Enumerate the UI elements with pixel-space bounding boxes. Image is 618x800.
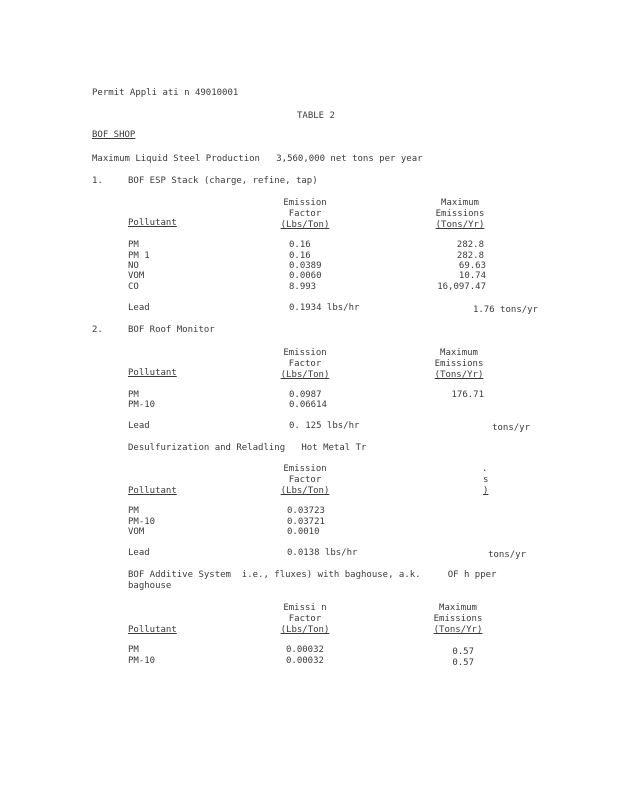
factor-header-3: (Lbs/Ton) xyxy=(280,486,330,496)
max-cell: 282.8 xyxy=(456,251,484,261)
pollutant-cell: VOM xyxy=(128,271,145,281)
factor-header-1: Emissi n xyxy=(283,603,327,613)
factor-cell: 0.0060 xyxy=(289,271,322,281)
factor-header-2: Factor xyxy=(288,359,322,369)
max-cell: 10.74 xyxy=(458,271,486,281)
max-header-2: Emissions xyxy=(434,359,484,369)
table-title: TABLE 2 xyxy=(297,111,335,121)
max-cell: 176.71 xyxy=(451,390,484,400)
lead-label: Lead xyxy=(128,548,150,558)
pollutant-cell: PM xyxy=(128,240,139,250)
factor-header-1: Emission xyxy=(283,348,327,358)
factor-cell: 0.16 xyxy=(289,240,311,250)
max-cell: 0.57 xyxy=(452,658,474,668)
lead-label: Lead xyxy=(128,421,150,431)
max-header-1: Maximum xyxy=(441,198,479,208)
factor-cell: 0.03721 xyxy=(287,517,325,527)
pollutant-header: Pollutant xyxy=(128,368,177,378)
max-cell: 69.63 xyxy=(458,261,486,271)
factor-header-2: Factor xyxy=(288,475,322,485)
pollutant-cell: PM xyxy=(128,506,139,516)
pollutant-cell: PM-10 xyxy=(128,517,156,527)
pollutant-cell: PM xyxy=(128,390,139,400)
max-header-1: Maximum xyxy=(439,603,477,613)
max-header-3: ) xyxy=(483,486,489,496)
factor-header-2: Factor xyxy=(288,614,322,624)
shop-heading: BOF SHOP xyxy=(92,130,136,140)
factor-header-2: Factor xyxy=(288,209,322,219)
lead-max: tons/yr xyxy=(488,550,526,560)
section-1-title: BOF ESP Stack (charge, refine, tap) xyxy=(128,176,318,186)
max-header-1: . xyxy=(482,464,488,474)
factor-cell: 0.00032 xyxy=(286,645,324,655)
max-cell: 0.57 xyxy=(452,647,474,657)
pollutant-cell: NO xyxy=(128,261,139,271)
factor-header-3: (Lbs/Ton) xyxy=(280,625,330,635)
lead-factor: 0.0138 lbs/hr xyxy=(287,548,358,558)
factor-header-3: (Lbs/Ton) xyxy=(280,370,330,380)
max-header-2: Emissions xyxy=(433,614,483,624)
max-header-3: (Tons/Yr) xyxy=(434,370,484,380)
factor-cell: 0.16 xyxy=(289,251,311,261)
pollutant-cell: PM-10 xyxy=(128,656,156,666)
max-header-3: (Tons/Yr) xyxy=(433,625,483,635)
pollutant-header: Pollutant xyxy=(128,218,177,228)
factor-cell: 8.993 xyxy=(289,282,317,292)
pollutant-header: Pollutant xyxy=(128,625,177,635)
section-4-title: BOF Additive System i.e., fluxes) with baghouse, a.k. OF h pper xyxy=(128,570,497,580)
max-header-1: Maximum xyxy=(440,348,478,358)
max-header-2: Emissions xyxy=(435,209,485,219)
lead-label: Lead xyxy=(128,303,150,313)
section-3-title: Desulfurization and Reladling Hot Metal Tr xyxy=(128,443,367,453)
lead-factor: 0.1934 lbs/hr xyxy=(289,303,360,313)
lead-max: tons/yr xyxy=(492,423,530,433)
lead-max: 1.76 tons/yr xyxy=(472,305,538,315)
production-line: Maximum Liquid Steel Production 3,560,000 net tons per year xyxy=(92,154,423,164)
section-2-title: BOF Roof Monitor xyxy=(128,325,215,335)
pollutant-cell: PM xyxy=(128,645,139,655)
max-cell: 282.8 xyxy=(456,240,484,250)
max-header-3: (Tons/Yr) xyxy=(435,220,485,230)
factor-cell: 0.06614 xyxy=(289,400,327,410)
pollutant-cell: PM 1 xyxy=(128,251,150,261)
factor-cell: 0.03723 xyxy=(287,506,325,516)
max-header-2: s xyxy=(483,475,489,485)
lead-factor: 0. 125 lbs/hr xyxy=(289,421,360,431)
pollutant-cell: PM-10 xyxy=(128,400,156,410)
factor-cell: 0.00032 xyxy=(286,656,324,666)
factor-header-1: Emission xyxy=(283,198,327,208)
factor-cell: 0.0389 xyxy=(289,261,322,271)
pollutant-cell: CO xyxy=(128,282,139,292)
pollutant-cell: VOM xyxy=(128,527,145,537)
factor-header-3: (Lbs/Ton) xyxy=(280,220,330,230)
factor-cell: 0.0987 xyxy=(289,390,322,400)
max-cell: 16,097.47 xyxy=(437,282,486,292)
section-1-number: 1. xyxy=(92,176,103,186)
section-4-title-continued: baghouse xyxy=(128,581,172,591)
pollutant-header: Pollutant xyxy=(128,486,177,496)
factor-cell: 0.0010 xyxy=(287,527,320,537)
section-2-number: 2. xyxy=(92,325,103,335)
permit-number: Permit Appli ati n 49010001 xyxy=(92,88,239,98)
factor-header-1: Emission xyxy=(283,464,327,474)
